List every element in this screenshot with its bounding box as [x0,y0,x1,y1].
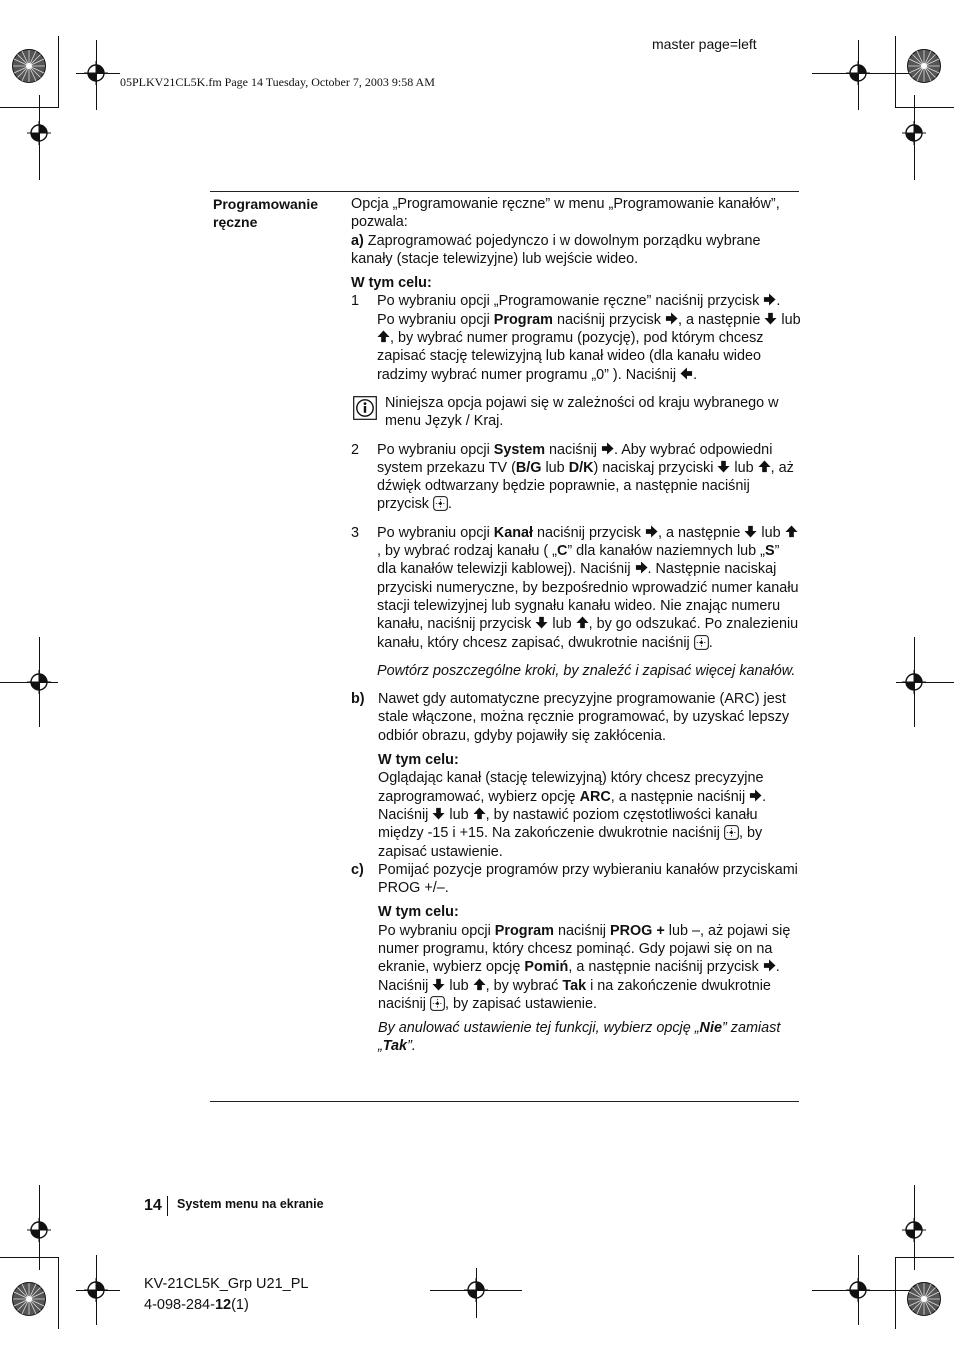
registration-mark-icon [902,670,926,694]
cancel-text: ”. [407,1038,416,1055]
step-text: naciśnij przycisk [552,311,665,328]
registration-mark-icon [84,1278,108,1302]
color-rosette-icon [11,48,47,84]
arrow-down-icon [535,616,548,629]
crop-line [896,1257,954,1258]
repeat-note: Powtórz poszczególne kroki, by znaleźć i zapisać więcej kanałów. [377,662,796,679]
arrow-up-icon [758,460,771,473]
table-bottom-rule [210,1101,799,1102]
menu-option: Program [493,311,553,328]
arrow-down-icon [432,978,445,991]
part-number-prefix: 4-098-284- [144,1297,215,1313]
arrow-right-icon [635,561,648,574]
arrow-right-icon [749,789,762,802]
ok-button-icon [430,996,445,1011]
arrow-up-icon [473,807,486,820]
procedure-heading-text: W tym celu: [351,275,432,292]
menu-option: Tak [562,977,587,994]
step-text: lub [445,977,473,994]
step-text: , by zapisać ustawienie. [378,825,763,860]
page-number: 14 [144,1197,162,1214]
menu-option: D/K [568,459,594,476]
step-text: . [708,634,713,651]
step-text: ” dla kanałów telewizji kablowej). Naciśnij [377,543,780,578]
arrow-right-icon [645,525,658,538]
option-c-procedure [378,922,801,1013]
procedure-heading-text: W tym celu: [378,752,459,769]
arrow-right-icon [601,442,614,455]
step-text: . [447,496,452,513]
step-text: Po wybraniu opcji „Programowanie ręczne” naciśnij przycisk [377,293,764,310]
step-text: . [693,366,698,383]
arrow-up-icon [377,330,390,343]
color-rosette-icon [11,1281,47,1317]
step-text: , by go odszukać. Po znalezieniu kanału, który chcesz zapisać, dwukrotnie naciśnij [377,616,799,651]
procedure-heading-text: W tym celu: [378,904,459,921]
ok-button-icon [433,496,448,511]
step-text: , a następnie [677,311,765,328]
step-text: , a następnie naciśnij przycisk [568,959,763,976]
note-text: Niniejsza opcja pojawi się w zależności od kraju wybranego w menu Język / Kraj. [385,394,779,430]
button-name: PROG + [609,922,665,939]
step-text: naciśnij przycisk [533,524,645,541]
info-icon [353,396,377,420]
footer-divider [167,1196,168,1216]
registration-mark-icon [27,121,51,145]
master-page-label: master page=left [652,36,757,52]
menu-option: S [764,543,775,560]
option-a [351,232,801,269]
registration-mark-icon [84,61,108,85]
step-number: 3 [351,524,360,541]
cancel-text: ” zamiast „ [378,1020,781,1055]
step-number: 1 [351,293,360,310]
step-text: lub [777,311,801,328]
arrow-down-icon [717,460,730,473]
step-text: lub [548,616,576,633]
step-text: lub [445,806,473,823]
crop-line [895,36,896,108]
step-text: . Po wybraniu opcji [377,293,781,328]
step-text: Po wybraniu opcji [378,922,495,939]
step-text: , by wybrać rodzaj kanału ( „ [377,543,557,560]
arrow-down-icon [764,312,777,325]
registration-mark-icon [27,1218,51,1242]
step-text: , a następnie naciśnij [610,788,750,805]
step-text: ” dla kanałów naziemnych lub „ [567,543,765,560]
arrow-right-icon [763,959,776,972]
option-b-label: b) [351,691,365,708]
step-text: lub [757,524,785,541]
step-text: , by zapisać ustawienie. [445,995,597,1012]
option-b-procedure [378,769,801,860]
menu-option: C [556,543,568,560]
step-text: Oglądając kanał (stację telewizyjną) który chcesz precyzyjne zaprogramować, wybierz opcję [378,770,764,805]
part-number [144,1297,249,1313]
step-number: 2 [351,441,360,458]
file-info: 05PLKV21CL5K.fm Page 14 Tuesday, October 7, 2003 9:58 AM [120,75,435,89]
term-heading: Programowanie ręczne [213,196,319,230]
arrow-up-icon [576,616,589,629]
crop-line [895,1257,896,1329]
step-text: , by wybrać [485,977,563,994]
step-text: , a następnie [657,524,745,541]
registration-mark-icon [846,61,870,85]
step-text: Po wybraniu opcji [377,524,494,541]
option-c-text: Pomijać pozycje programów przy wybieraniu kanałów przyciskami PROG +/–. [378,861,798,897]
option-a-label: a) [351,232,364,249]
ok-button-icon [694,635,709,650]
step-3 [351,524,801,652]
cancel-text: By anulować ustawienie tej funkcji, wybierz opcję „ [378,1020,700,1037]
arrow-right-icon [763,293,776,306]
step-text: . Następnie naciskaj przyciski numeryczne, by bezpośrednio wprowadzić numer kanału stacji telewizyjnej lub sygnału kanału wideo. Nie znając numeru kanału, naciśnij przycisk [377,561,799,633]
option-c-label: c) [351,861,364,878]
menu-option: Kanał [493,524,533,541]
ok-button-icon [724,825,739,840]
color-rosette-icon [906,1281,942,1317]
intro-text: Opcja „Programowanie ręczne” w menu „Programowanie kanałów”, pozwala: [351,196,780,231]
registration-mark-icon [27,670,51,694]
step-2 [351,441,801,514]
registration-mark-icon [464,1278,488,1302]
section-title: System menu na ekranie [177,1197,324,1211]
arrow-up-icon [785,525,798,538]
arrow-left-icon [680,367,693,380]
step-text: naciśnij [545,441,601,458]
step-text: , by wybrać numer programu (pozycję), pod którym chcesz zapisać stację telewizyjną lub kanał wideo (dla kanału wideo radzimy wybrać numer programu „0” ). Naciśnij [377,330,764,383]
part-number-suffix: (1) [231,1297,249,1313]
procedure-heading [378,903,801,921]
crop-line [0,1257,58,1258]
menu-option: System [493,441,545,458]
step-text: . Naciśnij [378,788,767,823]
step-text: lub –, aż pojawi się numer programu, który chcesz pominąć. Gdy pojawi się on na ekranie, wybierz opcję [378,922,791,976]
registration-mark-icon [846,1278,870,1302]
crop-line [58,36,59,108]
arrow-down-icon [432,807,445,820]
registration-mark-icon [902,121,926,145]
part-number-bold: 12 [214,1297,232,1313]
menu-option: B/G [515,459,542,476]
step-1 [351,292,801,383]
description-column [351,195,801,1056]
arrow-up-icon [473,978,486,991]
step-text: i na zakończenie dwukrotnie naciśnij [378,977,771,1012]
color-rosette-icon [906,48,942,84]
option-value: Nie [699,1020,722,1037]
model-code: KV-21CL5K_Grp U21_PL [144,1276,309,1292]
step-text: , by nastawić poziom częstotliwości kanału między -15 i +15. Na zakończenie dwukrotnie naciśnij [378,806,758,842]
step-text: lub [541,459,569,476]
option-a-text: Zaprogramować pojedynczo i w dowolnym porządku wybrane kanały (stacje telewizyjne) lub wejście wideo. [351,232,761,267]
menu-option: Program [494,922,554,939]
option-b [351,690,801,861]
crop-line [58,1257,59,1329]
registration-mark-icon [902,1218,926,1242]
step-text: Po wybraniu opcji [377,441,494,458]
option-b-text: Nawet gdy automatyczne precyzyjne programowanie (ARC) jest stale włączone, można ręcznie programować, by uzyskać lepszy odbiór obrazu, gdyby pojawiły się zakłócenia. [378,691,790,744]
arrow-down-icon [744,525,757,538]
menu-option: Pomiń [524,959,569,976]
table-top-rule [210,191,799,192]
crop-line [0,107,58,108]
procedure-heading [378,751,801,769]
arrow-right-icon [665,312,678,325]
step-text: ) naciskaj przyciski [593,459,718,476]
procedure-heading [351,274,801,292]
step-text: , aż dźwięk odtwarzany będzie poprawnie, a następnie naciśnij przycisk [377,459,794,513]
step-text: naciśnij [553,922,610,939]
step-text: lub [730,459,758,476]
cancel-note [378,1019,801,1056]
step-text: . Naciśnij [378,959,780,994]
option-c [351,861,801,1056]
option-value: Tak [382,1038,408,1055]
note-box [351,394,801,431]
step-text: . Aby wybrać odpowiedni system przekazu TV ( [377,441,773,476]
crop-line [896,107,954,108]
menu-option: ARC [579,788,611,805]
